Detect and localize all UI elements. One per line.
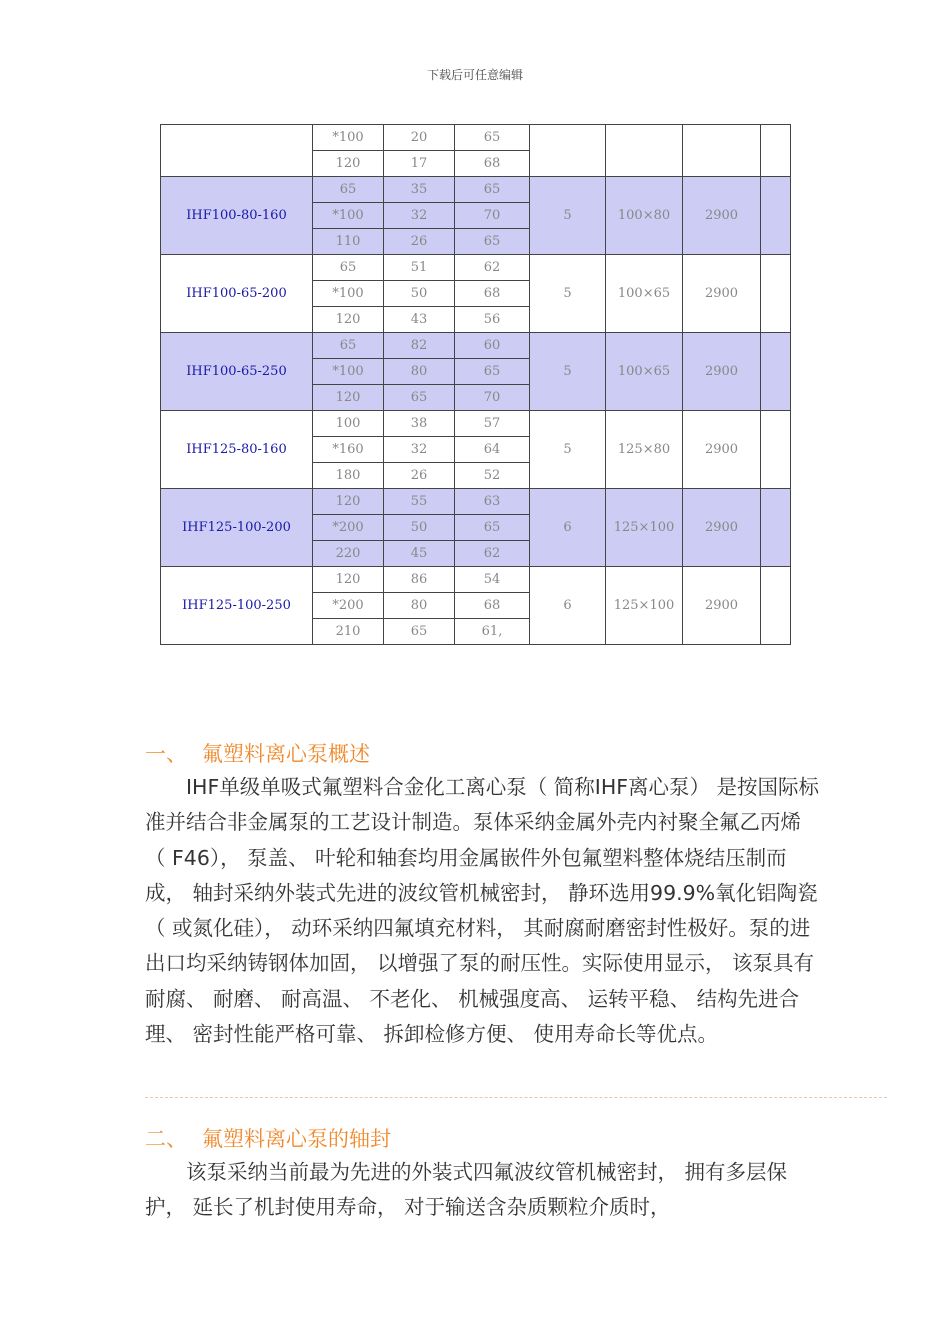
model-cell: IHF100-80-160 (161, 177, 313, 255)
section2-heading: 氟塑料离心泵的轴封 (202, 1127, 391, 1151)
efficiency-cell: 68 (455, 281, 530, 307)
flange-cell: 100×65 (606, 255, 683, 333)
head-cell: 86 (384, 567, 455, 593)
efficiency-cell: 62 (455, 255, 530, 281)
speed-cell: 2900 (683, 411, 761, 489)
flow-cell: 120 (313, 385, 384, 411)
head-cell: 65 (384, 385, 455, 411)
efficiency-cell: 57 (455, 411, 530, 437)
section1-heading: 氟塑料离心泵概述 (202, 742, 370, 766)
flange-cell: 125×100 (606, 489, 683, 567)
speed-cell: 2900 (683, 333, 761, 411)
table-row (161, 411, 791, 437)
speed-cell (683, 125, 761, 177)
head-cell: 82 (384, 333, 455, 359)
speed-cell: 2900 (683, 489, 761, 567)
blank-cell (761, 255, 791, 333)
efficiency-cell: 63 (455, 489, 530, 515)
flow-cell: 110 (313, 229, 384, 255)
table-row (161, 177, 791, 203)
efficiency-cell: 61, (455, 619, 530, 645)
flow-cell: 120 (313, 307, 384, 333)
head-cell: 55 (384, 489, 455, 515)
power-cell: 6 (530, 567, 606, 645)
head-cell: 51 (384, 255, 455, 281)
flow-cell: *100 (313, 359, 384, 385)
model-cell: IHF100-65-250 (161, 333, 313, 411)
efficiency-cell: 68 (455, 593, 530, 619)
table-row (161, 255, 791, 281)
power-cell: 5 (530, 177, 606, 255)
flow-cell: *100 (313, 281, 384, 307)
speed-cell: 2900 (683, 255, 761, 333)
flow-cell: 180 (313, 463, 384, 489)
blank-cell (761, 489, 791, 567)
head-cell: 35 (384, 177, 455, 203)
blank-cell (761, 125, 791, 177)
head-cell: 26 (384, 463, 455, 489)
flow-cell: *200 (313, 515, 384, 541)
section1-body: IHF单级单吸式氟塑料合金化工离心泵（ 简称IHF离心泵） 是按国际标准并结合非金属泵的工艺设计制造。泵体采纳金属外壳内衬聚全氟乙丙烯（ F46）， 泵盖、 叶轮和轴套均用金属嵌件外包氟塑料整体烧结压制而成， 轴封采纳外装式先进的波纹管机械密封， 静环选用99.9%氧化铝陶瓷（ 或氮化硅）， 动环采纳四氟填充材料， 其耐腐耐磨密封性极好。泵的进出口均采纳铸钢体加固， 以增强了泵的耐压性。实际使用显示， 该泵具有耐腐、 耐磨、 耐高温、 不老化、 机械强度高、 运转平稳、 结构先进合理、 密封性能严格可靠、 拆卸检修方便、 使用寿命长等优点。 (145, 775, 820, 1047)
head-cell: 32 (384, 437, 455, 463)
efficiency-cell: 62 (455, 541, 530, 567)
efficiency-cell: 70 (455, 385, 530, 411)
head-cell: 43 (384, 307, 455, 333)
flow-cell: 100 (313, 411, 384, 437)
flange-cell: 125×100 (606, 567, 683, 645)
efficiency-cell: 65 (455, 125, 530, 151)
head-cell: 32 (384, 203, 455, 229)
efficiency-cell: 68 (455, 151, 530, 177)
head-cell: 26 (384, 229, 455, 255)
efficiency-cell: 65 (455, 177, 530, 203)
efficiency-cell: 65 (455, 359, 530, 385)
head-cell: 38 (384, 411, 455, 437)
efficiency-cell: 60 (455, 333, 530, 359)
flow-cell: 120 (313, 567, 384, 593)
head-cell: 20 (384, 125, 455, 151)
flow-cell: 120 (313, 151, 384, 177)
power-cell: 5 (530, 333, 606, 411)
flow-cell: *160 (313, 437, 384, 463)
pump-spec-table (160, 124, 791, 645)
blank-cell (761, 567, 791, 645)
model-cell: IHF125-100-250 (161, 567, 313, 645)
model-cell: IHF100-65-200 (161, 255, 313, 333)
efficiency-cell: 65 (455, 229, 530, 255)
power-cell (530, 125, 606, 177)
blank-cell (761, 411, 791, 489)
efficiency-cell: 65 (455, 515, 530, 541)
head-cell: 65 (384, 619, 455, 645)
power-cell: 6 (530, 489, 606, 567)
flow-cell: *200 (313, 593, 384, 619)
flow-cell: 220 (313, 541, 384, 567)
flow-cell: 65 (313, 177, 384, 203)
blank-cell (761, 333, 791, 411)
flange-cell: 125×80 (606, 411, 683, 489)
header-note: 下载后可任意编辑 (426, 68, 523, 82)
head-cell: 80 (384, 359, 455, 385)
table-row (161, 567, 791, 593)
head-cell: 80 (384, 593, 455, 619)
efficiency-cell: 52 (455, 463, 530, 489)
section1-title (145, 738, 370, 768)
section1-number: 一、 (145, 742, 187, 766)
head-cell: 50 (384, 281, 455, 307)
section-divider (145, 1097, 887, 1098)
flow-cell: *100 (313, 125, 384, 151)
head-cell: 17 (384, 151, 455, 177)
flow-cell: *100 (313, 203, 384, 229)
table-row (161, 333, 791, 359)
model-cell: IHF125-80-160 (161, 411, 313, 489)
table-row (161, 125, 791, 151)
flow-cell: 65 (313, 333, 384, 359)
section2-number: 二、 (145, 1127, 187, 1151)
flow-cell: 210 (313, 619, 384, 645)
model-cell (161, 125, 313, 177)
efficiency-cell: 70 (455, 203, 530, 229)
table-row (161, 489, 791, 515)
flange-cell (606, 125, 683, 177)
flange-cell: 100×80 (606, 177, 683, 255)
efficiency-cell: 54 (455, 567, 530, 593)
speed-cell: 2900 (683, 567, 761, 645)
head-cell: 50 (384, 515, 455, 541)
section2-body: 该泵采纳当前最为先进的外装式四氟波纹管机械密封， 拥有多层保护， 延长了机封使用寿命， 对于输送含杂质颗粒介质时， (145, 1160, 788, 1220)
power-cell: 5 (530, 411, 606, 489)
blank-cell (761, 177, 791, 255)
model-cell: IHF125-100-200 (161, 489, 313, 567)
efficiency-cell: 64 (455, 437, 530, 463)
power-cell: 5 (530, 255, 606, 333)
efficiency-cell: 56 (455, 307, 530, 333)
flow-cell: 120 (313, 489, 384, 515)
speed-cell: 2900 (683, 177, 761, 255)
flange-cell: 100×65 (606, 333, 683, 411)
flow-cell: 65 (313, 255, 384, 281)
head-cell: 45 (384, 541, 455, 567)
section2-title (145, 1123, 391, 1153)
